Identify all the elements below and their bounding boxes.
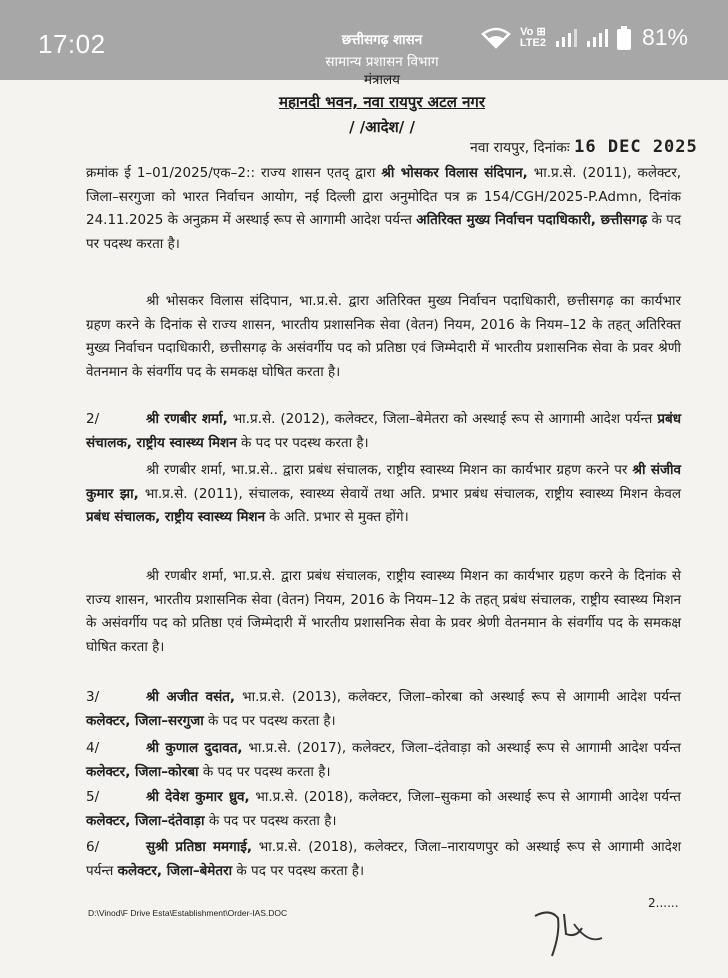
text: के पद पर पदस्थ करता है।	[203, 712, 336, 729]
date-stamp: 16 DEC 2025	[574, 137, 698, 157]
text: भा.प्र.से. (2018), कलेक्टर, जिला–नारायणपुर को अस्थाई रूप से आगामी आदेश पर्यन्त	[86, 839, 682, 879]
order-paragraph-6	[86, 686, 681, 733]
order-paragraph-1	[86, 162, 681, 256]
text: के अति. प्रभार से मुक्त होंगे।	[265, 509, 409, 525]
post-name: प्रबंध संचालक, राष्ट्रीय स्वास्थ्य मिशन	[86, 411, 682, 451]
post-name: कलेक्टर, जिला–दंतेवाड़ा	[86, 812, 205, 829]
order-paragraph-8	[86, 786, 681, 833]
header-ministry: मंत्रालय	[363, 72, 400, 88]
order-paragraph-5: श्री रणबीर शर्मा, भा.प्र.से. द्वारा प्रबंध संचालक, राष्ट्रीय स्वास्थ्य मिशन का कार्यभार ग्रहण करने के दिनांक से राज्य शासन, भारतीय प्रशासनिक सेवा (वेतन) नियम, 2016 के नियम–12 के तहत् प्रबंध संचालक, राष्ट्रीय स्वास्थ्य मिशन के असंवर्गीय पद को प्रतिष्ठा एवं जिम्मेदारी में भारतीय प्रशासनिक सेवा के प्रवर श्रेणी वेतनमान के संवर्गीय पद के समकक्ष घोषित करता है।	[86, 568, 681, 655]
officer-name: श्री संजीव कुमार झा,	[86, 462, 681, 502]
text: के पद पर पदस्थ करता है।	[198, 763, 331, 780]
officer-name: श्री कुणाल दुदावत,	[146, 740, 243, 756]
item-number: 3/	[86, 689, 100, 705]
status-time: 17:02	[38, 29, 106, 59]
battery-percent: 81%	[641, 24, 688, 50]
header-order-title: / /आदेश/ /	[349, 118, 415, 136]
text: भा.प्र.से. (2012), कलेक्टर, जिला–बेमेतरा को अस्थाई रूप से आगामी आदेश पर्यन्त	[227, 411, 658, 427]
officer-name: श्री अजीत वसंत,	[146, 689, 236, 705]
text: के पद पर पदस्थ करता है।	[236, 434, 369, 451]
text: राज्य शासन एतद् द्वारा	[255, 165, 382, 181]
order-paragraph-9	[86, 836, 681, 883]
post-name: अतिरिक्त मुख्य निर्वाचन पदाधिकारी, छत्तीसगढ़	[416, 212, 648, 228]
header-department: सामान्य प्रशासन विभाग	[325, 54, 439, 70]
item-number: 2/	[86, 411, 100, 427]
text: भा.प्र.से. (2013), कलेक्टर, जिला–कोरबा को अस्थाई रूप से आगामी आदेश पर्यन्त	[235, 689, 681, 705]
signature	[530, 904, 610, 968]
text: भा.प्र.से. (2018), कलेक्टर, जिला–सुकमा को अस्थाई रूप से आगामी आदेश पर्यन्त	[249, 789, 681, 805]
text: के पद पर पदस्थ करता है।	[204, 812, 337, 829]
post-name: कलेक्टर, जिला–सरगुजा	[86, 712, 204, 729]
officer-name: श्री देवेश कुमार ध्रुव,	[146, 789, 250, 805]
order-number: क्रमांक ई 1–01/2025/एक–2::	[86, 165, 256, 181]
item-number: 6/	[86, 839, 100, 855]
order-paragraph-3	[86, 408, 681, 455]
order-paragraph-4	[86, 459, 681, 530]
item-number: 5/	[86, 789, 100, 805]
text: भा.प्र.से. (2017), कलेक्टर, जिला–दंतेवाड़ा को अस्थाई रूप से आगामी आदेश पर्यन्त	[242, 740, 682, 756]
post-name: कलेक्टर, जिला–कोरबा	[86, 763, 199, 780]
post-name: प्रबंध संचालक, राष्ट्रीय स्वास्थ्य मिशन	[86, 509, 266, 525]
file-path: D:\Vinod\F Drive Esta\Establishment\Order-IAS.DOC	[88, 908, 288, 918]
officer-name: श्री भोसकर विलास संदिपान,	[381, 165, 528, 181]
text: के पद पर पदस्थ करता है।	[86, 212, 681, 252]
next-page-number: 2......	[648, 896, 679, 910]
volte-indicator: Vo ⊞ LTE2	[519, 25, 546, 49]
officer-name: सुश्री प्रतिष्ठा ममगाई,	[146, 839, 252, 855]
text: भा.प्र.से. (2011), कलेक्टर, जिला–सरगुजा को भारत निर्वाचन आयोग, नई दिल्ली द्वारा अनुमोदित पत्र क्र 154/CGH/2025-P.Admn, दिनांक 24.11.2025 के अनुक्रम में अस्थाई रूप से आगामी आदेश पर्यन्त	[86, 165, 682, 228]
dateline	[470, 137, 698, 157]
order-paragraph-7	[86, 737, 681, 784]
text: भा.प्र.से. (2011), संचालक, स्वास्थ्य सेवायें तथा अति. प्रभार प्रबंध संचालक, राष्ट्रीय स्वास्थ्य मिशन केवल	[138, 485, 681, 502]
order-paragraph-2: श्री भोसकर विलास संदिपान, भा.प्र.से. द्वारा अतिरिक्त मुख्य निर्वाचन पदाधिकारी, छत्तीसगढ़ का कार्यभार ग्रहण करने के दिनांक से राज्य शासन, भारतीय प्रशासनिक सेवा (वेतन) नियम, 2016 के नियम–12 के तहत् अतिरिक्त मुख्य निर्वाचन पदाधिकारी, छत्तीसगढ़ के असंवर्गीय पद को प्रतिष्ठा एवं जिम्मेदारी में भारतीय प्रशासनिक सेवा के प्रवर श्रेणी वेतनमान के संवर्गीय पद के समकक्ष घोषित करता है।	[86, 293, 681, 380]
header-state: छत्तीसगढ़ शासन	[341, 32, 423, 48]
officer-name: श्री रणबीर शर्मा,	[146, 411, 228, 427]
item-number: 4/	[86, 740, 100, 756]
post-name: कलेक्टर, जिला–बेमेतरा	[117, 862, 233, 879]
header-address: महानदी भवन, नवा रायपुर अटल नगर	[278, 93, 486, 111]
date-prefix: नवा रायपुर, दिनांकः	[470, 140, 570, 156]
text: के पद पर पदस्थ करता है।	[232, 862, 365, 879]
text: श्री रणबीर शर्मा, भा.प्र.से.. द्वारा प्रबंध संचालक, राष्ट्रीय स्वास्थ्य मिशन का कार्यभार ग्रहण करने पर	[146, 462, 633, 478]
